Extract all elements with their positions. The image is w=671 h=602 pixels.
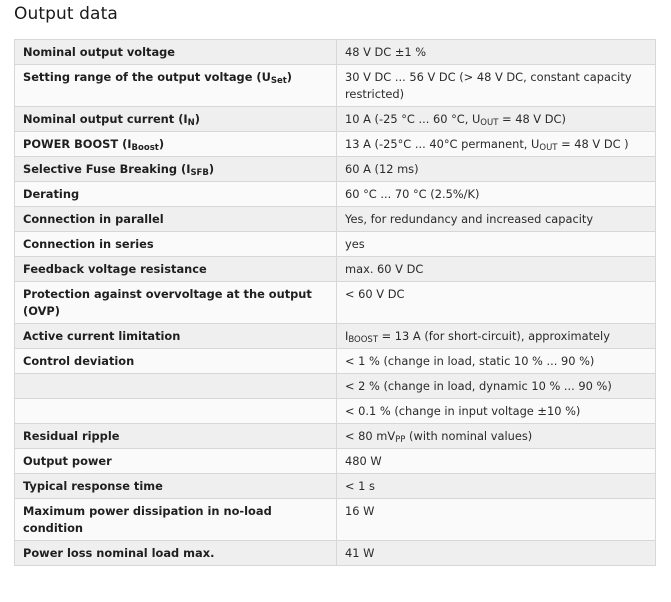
table-row [15, 474, 656, 499]
spec-label: Nominal output current $(I_N)$ [15, 107, 337, 132]
table-row [15, 324, 656, 349]
section-title: Output data [14, 4, 118, 24]
table-row [15, 374, 656, 399]
spec-value: 480 W [337, 449, 656, 474]
spec-label: Nominal output voltage [15, 40, 337, 65]
spec-value: 13 A (-25°C ... 40°C permanent, $U_{OUT} = 48$ V DC ) [337, 132, 656, 157]
table-row [15, 257, 656, 282]
spec-label [15, 399, 337, 424]
spec-label: Maximum power dissipation in no-load condition [15, 499, 337, 541]
spec-value: 10 A (-25 °C ... 60 °C, $U_{OUT} = 48$ V DC) [337, 107, 656, 132]
table-row [15, 499, 656, 541]
spec-value: yes [337, 232, 656, 257]
spec-value: < 60 V DC [337, 282, 656, 324]
table-row [15, 207, 656, 232]
table-row [15, 399, 656, 424]
spec-value: < 80 $mV_{PP}$ (with nominal values) [337, 424, 656, 449]
spec-label: Power loss nominal load max. [15, 541, 337, 566]
spec-value: 16 W [337, 499, 656, 541]
subscript: PP [395, 435, 406, 445]
spec-label: Selective Fuse Breaking $(I_{SFB})$ [15, 157, 337, 182]
spec-value: 60 A (12 ms) [337, 157, 656, 182]
table-row [15, 232, 656, 257]
table-row [15, 541, 656, 566]
table-row [15, 40, 656, 65]
spec-label [15, 374, 337, 399]
spec-table-body [15, 40, 656, 566]
subscript: SFB [190, 168, 209, 178]
subscript: OUT [539, 143, 558, 153]
table-row [15, 107, 656, 132]
subscript: OUT [480, 118, 499, 128]
table-row [15, 449, 656, 474]
spec-table [14, 39, 656, 566]
table-row [15, 349, 656, 374]
spec-value: < 1 % (change in load, static 10 % ... 90 %) [337, 349, 656, 374]
spec-value: Yes, for redundancy and increased capacity [337, 207, 656, 232]
spec-value: 60 °C ... 70 °C (2.5%/K) [337, 182, 656, 207]
spec-value: $I_{BOOST} = 13$ A (for short-circuit), approximately [337, 324, 656, 349]
table-row [15, 132, 656, 157]
spec-value: 41 W [337, 541, 656, 566]
subscript: N [187, 118, 195, 128]
spec-label: Active current limitation [15, 324, 337, 349]
subscript: Boost [131, 143, 159, 153]
spec-value: < 0.1 % (change in input voltage ±10 %) [337, 399, 656, 424]
spec-label: Control deviation [15, 349, 337, 374]
spec-label: Typical response time [15, 474, 337, 499]
spec-label: Setting range of the output voltage $(U_{Set})$ [15, 65, 337, 107]
spec-value: max. 60 V DC [337, 257, 656, 282]
spec-value: 30 V DC ... 56 V DC (> 48 V DC, constant capacity restricted) [337, 65, 656, 107]
spec-label: Derating [15, 182, 337, 207]
spec-value: < 2 % (change in load, dynamic 10 % ... 90 %) [337, 374, 656, 399]
table-row [15, 424, 656, 449]
spec-label: Protection against overvoltage at the output (OVP) [15, 282, 337, 324]
table-row [15, 157, 656, 182]
spec-value: 48 V DC ±1 % [337, 40, 656, 65]
spec-label: Residual ripple [15, 424, 337, 449]
table-row [15, 65, 656, 107]
spec-label: POWER BOOST $(I_{Boost})$ [15, 132, 337, 157]
table-row [15, 282, 656, 324]
subscript: BOOST [348, 335, 379, 345]
spec-label: Connection in series [15, 232, 337, 257]
spec-label: Connection in parallel [15, 207, 337, 232]
spec-label: Output power [15, 449, 337, 474]
table-row [15, 182, 656, 207]
spec-label: Feedback voltage resistance [15, 257, 337, 282]
spec-value: < 1 s [337, 474, 656, 499]
subscript: Set [270, 76, 287, 86]
